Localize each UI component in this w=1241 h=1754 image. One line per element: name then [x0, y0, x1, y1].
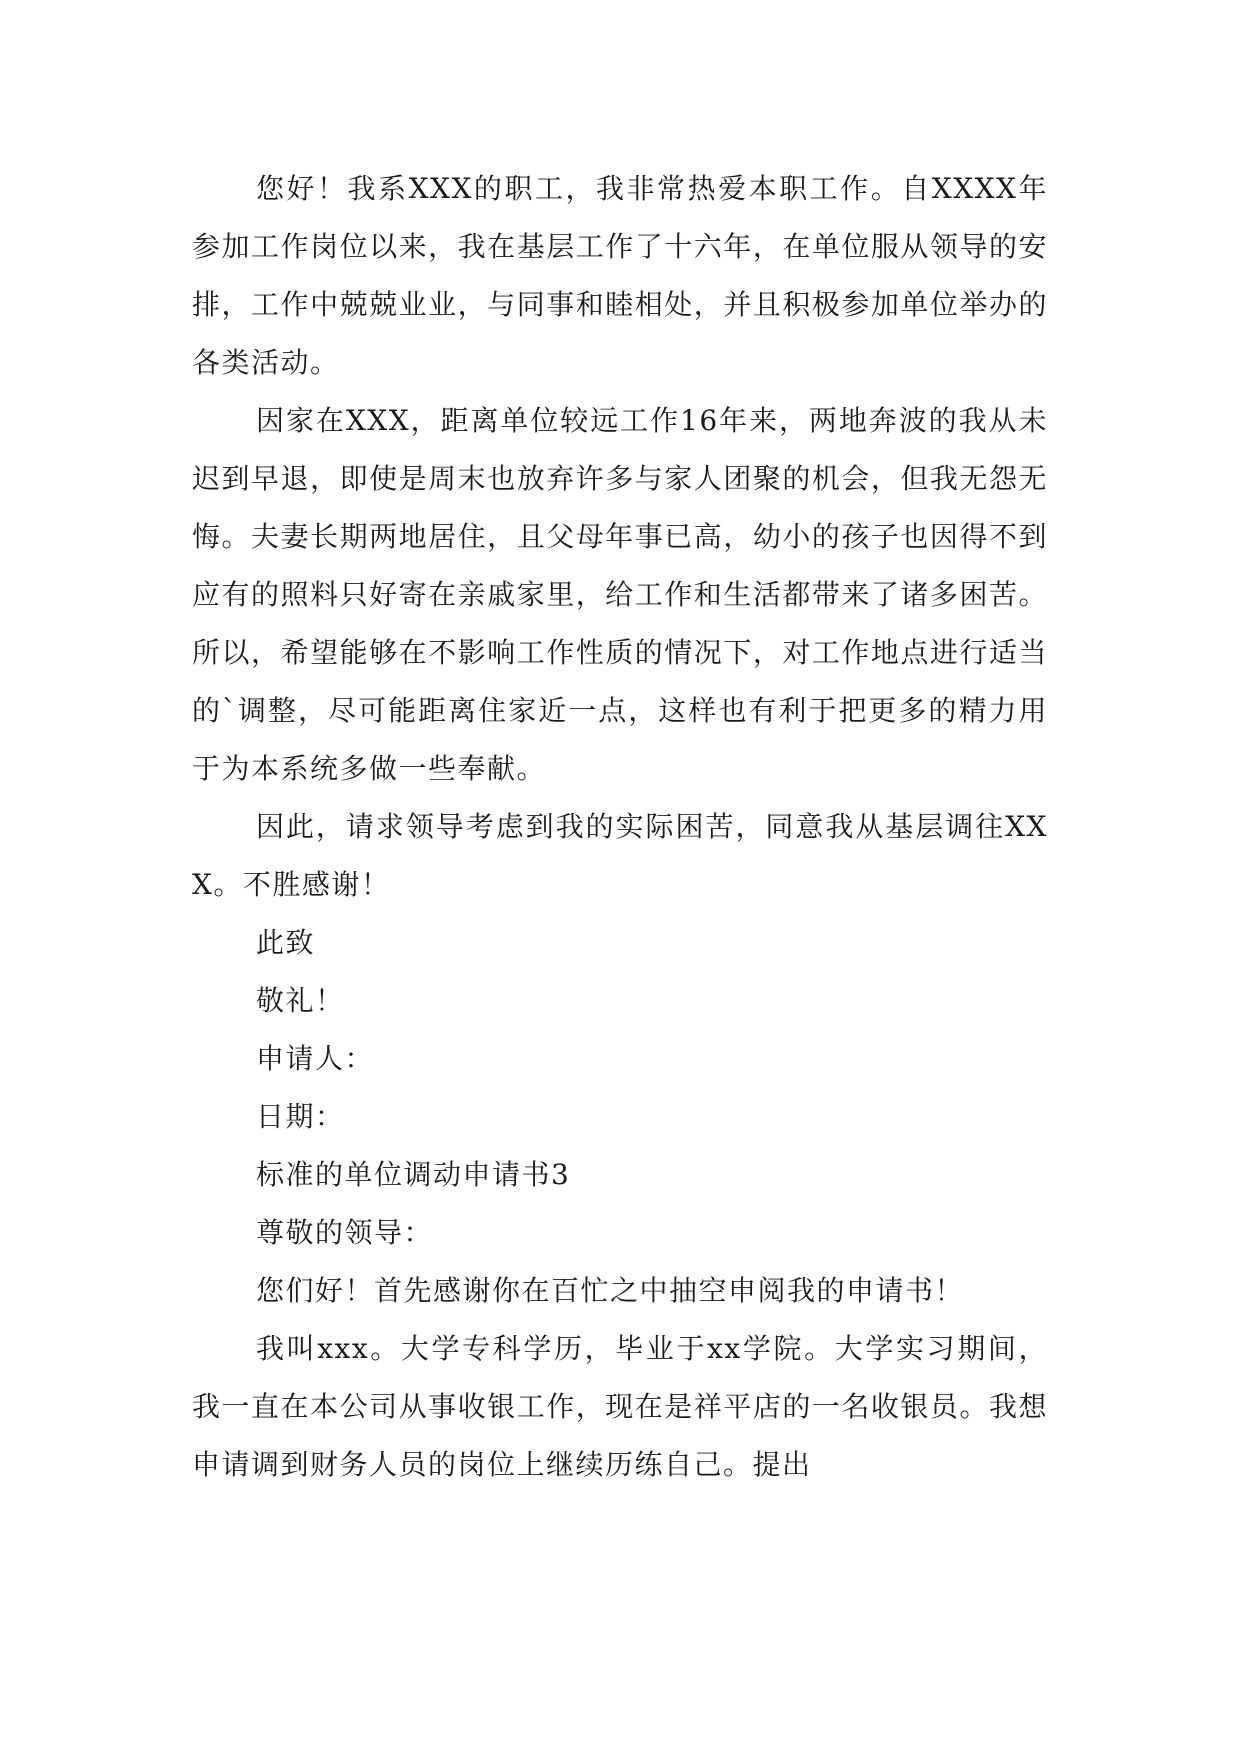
- greeting-line: 您们好！首先感谢你在百忙之中抽空申阅我的申请书！: [256, 1274, 965, 1307]
- closing-line-2: 敬礼！: [256, 984, 345, 1017]
- date-label: 日期：: [256, 1100, 345, 1133]
- applicant-label: 申请人：: [256, 1042, 375, 1075]
- closing-line-1: 此致: [256, 926, 316, 959]
- salutation: 尊敬的领导：: [256, 1216, 434, 1249]
- paragraph-self-intro: 我叫xxx。大学专科学历，毕业于xx学院。大学实习期间，我一直在本公司从事收银工作，现在是祥平店的一名收银员。我想申请调到财务人员的岗位上继续历练自己。提出: [192, 1332, 1048, 1481]
- paragraph-intro: 您好！我系XXX的职工，我非常热爱本职工作。自XXXX年参加工作岗位以来，我在基层工作了十六年，在单位服从领导的安排，工作中兢兢业业，与同事和睦相处，并且积极参加单位举办的各类活动。: [192, 172, 1048, 379]
- paragraph-request: 因此，请求领导考虑到我的实际困苦，同意我从基层调往XXX。不胜感谢！: [192, 810, 1048, 901]
- section-title: 标准的单位调动申请书3: [256, 1158, 571, 1191]
- paragraph-reason: 因家在XXX，距离单位较远工作16年来，两地奔波的我从未迟到早退，即使是周末也放弃许多与家人团聚的机会，但我无怨无悔。夫妻长期两地居住，且父母年事已高，幼小的孩子也因得不到应有的照料只好寄在亲戚家里，给工作和生活都带来了诸多困苦。所以，希望能够在不影响工作性质的情况下，对工作地点进行适当的`调整，尽可能距离住家近一点，这样也有利于把更多的精力用于为本系统多做一些奉献。: [192, 404, 1048, 785]
- document-page: [192, 160, 1048, 1494]
